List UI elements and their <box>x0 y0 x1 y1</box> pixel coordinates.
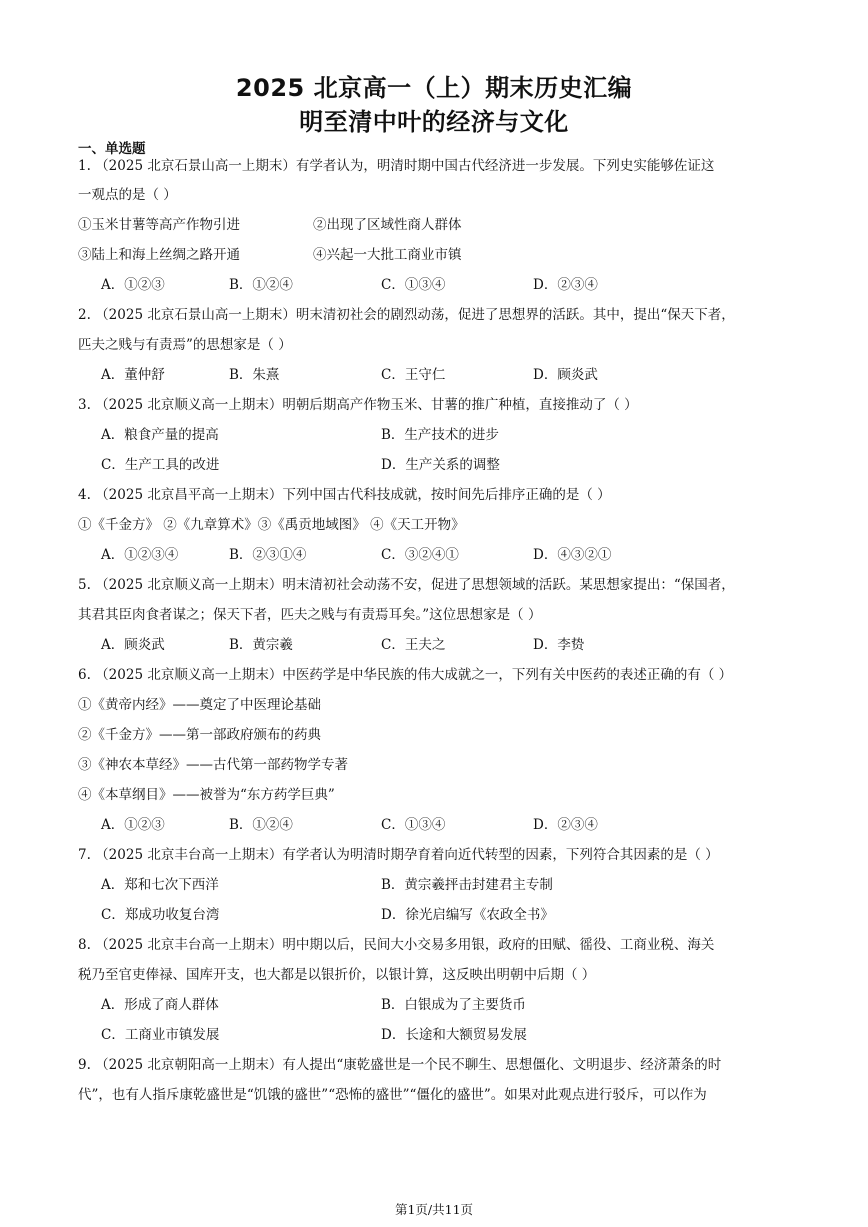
question-1-option-a: A．①②③ <box>101 277 165 293</box>
question-6-option-b: B．①②④ <box>229 817 293 833</box>
question-2-option-c: C．王守仁 <box>381 367 446 383</box>
question-6-item-1: ①《黄帝内经》——奠定了中医理论基础 <box>78 697 321 713</box>
question-5-line-1: 5. （2025 北京顺义高一上期末）明末清初社会动荡不安，促进了思想领域的活跃。某思想家提出：“保国者， <box>78 577 735 593</box>
question-4-option-a: A．①②③④ <box>101 547 179 563</box>
question-4-line-1: 4. （2025 北京昌平高一上期末）下列中国古代科技成就，按时间先后排序正确的是（ ） <box>78 487 611 503</box>
question-3-option-d: D．生产关系的调整 <box>381 457 500 473</box>
question-2-line-1: 2. （2025 北京石景山高一上期末）明末清初社会的剧烈动荡，促进了思想界的活跃。其中，提出“保天下者， <box>78 307 735 323</box>
question-6-option-c: C．①③④ <box>381 817 446 833</box>
question-2-option-b: B．朱熹 <box>229 367 280 383</box>
question-1-option-d: D．②③④ <box>533 277 598 293</box>
question-1-item-2: ②出现了区域性商人群体 <box>313 217 462 233</box>
page-footer: 第1页/共11页 <box>394 1202 474 1217</box>
question-4-option-d: D．④③②① <box>533 547 612 563</box>
question-6-line-1: 6. （2025 北京顺义高一上期末）中医药学是中华民族的伟大成就之一，下列有关中医药的表述正确的有（ ） <box>78 667 733 683</box>
question-8-line-1: 8. （2025 北京丰台高一上期末）明中期以后，民间大小交易多用银，政府的田赋、徭役、工商业税、海关 <box>78 937 715 953</box>
question-4-option-c: C．③②④① <box>381 547 459 563</box>
question-7-option-c: C．郑成功收复台湾 <box>101 907 220 923</box>
question-2-option-d: D．顾炎武 <box>533 367 598 383</box>
question-3-option-b: B．生产技术的进步 <box>381 427 499 443</box>
question-6-option-a: A．①②③ <box>101 817 165 833</box>
question-6-item-3: ③《神农本草经》——古代第一部药物学专著 <box>78 757 348 773</box>
question-8-line-2: 税乃至官吏俸禄、国库开支，也大都是以银折价，以银计算，这反映出明朝中后期（ ） <box>78 967 596 983</box>
section-heading: 一、单选题 <box>78 141 146 157</box>
question-8-option-c: C．工商业市镇发展 <box>101 1027 220 1043</box>
question-4-option-b: B．②③①④ <box>229 547 307 563</box>
question-1-item-1: ①玉米甘薯等高产作物引进 <box>78 217 240 233</box>
question-2-line-2: 匹夫之贱与有责焉”的思想家是（ ） <box>78 337 292 353</box>
question-1-item-4: ④兴起一大批工商业市镇 <box>313 247 462 263</box>
question-1-line-2: 一观点的是（ ） <box>78 187 177 203</box>
question-9-line-1: 9. （2025 北京朝阳高一上期末）有人提出“康乾盛世是一个民不聊生、思想僵化、文明退步、经济萧条的时 <box>78 1057 722 1073</box>
question-5-option-d: D．李贽 <box>533 637 585 653</box>
page-title: 2025 北京高一（上）期末历史汇编 <box>235 74 633 102</box>
question-5-option-a: A．顾炎武 <box>101 637 165 653</box>
question-8-option-d: D．长途和大额贸易发展 <box>381 1027 527 1043</box>
question-1-option-b: B．①②④ <box>229 277 293 293</box>
question-9-line-2: 代”，也有人指斥康乾盛世是“饥饿的盛世”“恐怖的盛世”“僵化的盛世”。如果对此观点进行驳斥，可以作为 <box>78 1087 707 1103</box>
question-3-option-a: A．粮食产量的提高 <box>101 427 219 443</box>
question-6-item-2: ②《千金方》——第一部政府颁布的药典 <box>78 727 321 743</box>
question-5-option-b: B．黄宗羲 <box>229 637 293 653</box>
question-1-item-3: ③陆上和海上丝绸之路开通 <box>78 247 240 263</box>
question-5-line-2: 其君其臣肉食者谋之；保天下者，匹夫之贱与有责焉耳矣。”这位思想家是（ ） <box>78 607 542 623</box>
question-7-line-1: 7. （2025 北京丰台高一上期末）有学者认为明清时期孕育着向近代转型的因素，下列符合其因素的是（ ） <box>78 847 719 863</box>
page-subtitle: 明至清中叶的经济与文化 <box>299 108 569 136</box>
question-7-option-a: A．郑和七次下西洋 <box>101 877 219 893</box>
question-4-line-2: ①《千金方》 ②《九章算术》③《禹贡地域图》 ④《天工开物》 <box>78 517 465 533</box>
question-3-line-1: 3. （2025 北京顺义高一上期末）明朝后期高产作物玉米、甘薯的推广种植，直接推动了（ ） <box>78 397 638 413</box>
question-8-option-a: A．形成了商人群体 <box>101 997 219 1013</box>
question-7-option-b: B．黄宗羲抨击封建君主专制 <box>381 877 553 893</box>
question-3-option-c: C．生产工具的改进 <box>101 457 220 473</box>
question-5-option-c: C．王夫之 <box>381 637 446 653</box>
question-6-option-d: D．②③④ <box>533 817 598 833</box>
question-1-option-c: C．①③④ <box>381 277 446 293</box>
question-7-option-d: D．徐光启编写《农政全书》 <box>381 907 554 923</box>
question-1-line-1: 1. （2025 北京石景山高一上期末）有学者认为，明清时期中国古代经济进一步发展。下列史实能够佐证这 <box>78 158 715 174</box>
question-8-option-b: B．白银成为了主要货币 <box>381 997 526 1013</box>
question-2-option-a: A．董仲舒 <box>101 367 165 383</box>
question-6-item-4: ④《本草纲目》——被誉为“东方药学巨典” <box>78 787 335 803</box>
